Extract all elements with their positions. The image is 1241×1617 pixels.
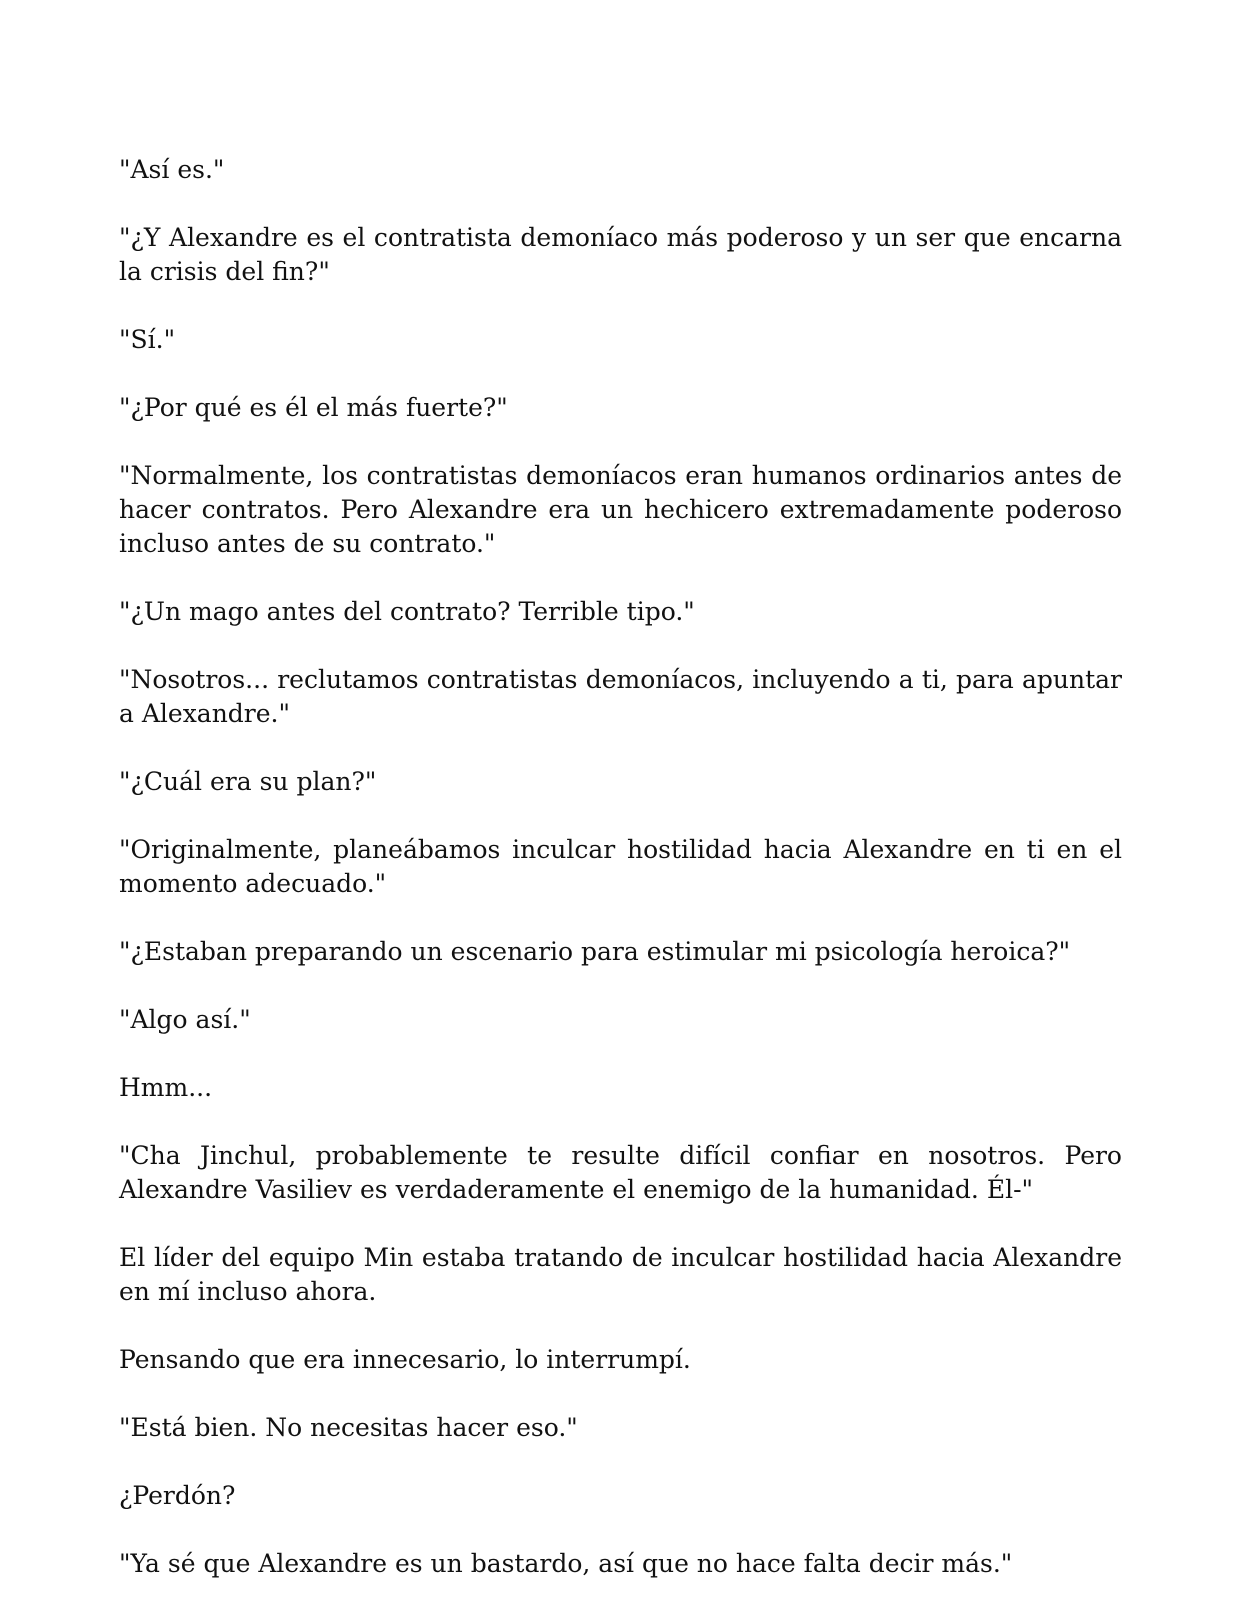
paragraph: "Normalmente, los contratistas demoníacos eran humanos ordinarios antes de hacer contratos. Pero Alexandre era un hechicero extremadamente poderoso incluso antes de su contrato." — [119, 461, 1122, 558]
paragraph: ¿Perdón? — [119, 1481, 236, 1510]
paragraph: Pensando que era innecesario, lo interrumpí. — [119, 1345, 691, 1374]
paragraph: "Ya sé que Alexandre es un bastardo, así que no hace falta decir más." — [119, 1549, 1013, 1578]
paragraph: "Sí." — [119, 325, 176, 354]
paragraph: "Cha Jinchul, probablemente te resulte difícil confiar en nosotros. Pero Alexandre Vasiliev es verdaderamente el enemigo de la humanidad. Él-" — [119, 1141, 1122, 1204]
paragraph: "¿Un mago antes del contrato? Terrible tipo." — [119, 597, 695, 626]
paragraph: "Originalmente, planeábamos inculcar hostilidad hacia Alexandre en ti en el momento adecuado." — [119, 835, 1122, 898]
paragraph: El líder del equipo Min estaba tratando de inculcar hostilidad hacia Alexandre en mí incluso ahora. — [119, 1243, 1122, 1306]
paragraph: "Así es." — [119, 155, 225, 184]
paragraph: "¿Cuál era su plan?" — [119, 767, 377, 796]
paragraph: "Nosotros... reclutamos contratistas demoníacos, incluyendo a ti, para apuntar a Alexandre." — [119, 665, 1122, 728]
paragraph: Hmm... — [119, 1073, 213, 1102]
paragraph: "¿Y Alexandre es el contratista demoníaco más poderoso y un ser que encarna la crisis del fin?" — [119, 223, 1122, 286]
paragraph: "Algo así." — [119, 1005, 251, 1034]
paragraph: "¿Por qué es él el más fuerte?" — [119, 393, 508, 422]
body-text — [119, 153, 1122, 1615]
paragraph: "Está bien. No necesitas hacer eso." — [119, 1413, 578, 1442]
paragraph: "¿Estaban preparando un escenario para estimular mi psicología heroica?" — [119, 937, 1071, 966]
